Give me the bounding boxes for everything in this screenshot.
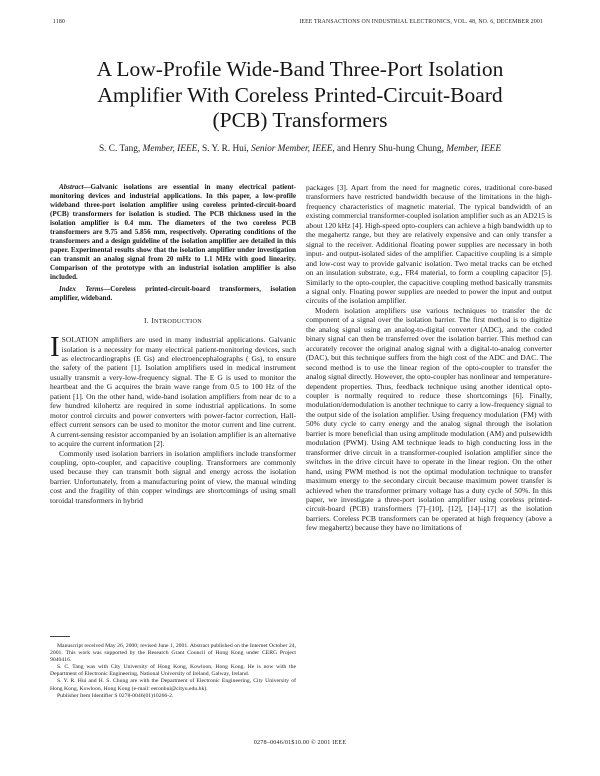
index-terms-text: —Coreless printed-circuit-board transformers, isolation amplifier, wideband.	[50, 284, 296, 302]
drop-cap: I	[50, 331, 60, 364]
copyright-footer: 0278–0046/01$10.00 © 2001 IEEE	[253, 740, 347, 746]
abstract	[50, 183, 296, 283]
page-number: 1180	[53, 19, 65, 25]
author-2-name: S. Y. R. Hui,	[201, 144, 249, 154]
intro-paragraph-1	[50, 331, 296, 449]
section-title-initial: I	[151, 315, 155, 325]
footnotes	[50, 636, 296, 700]
running-header	[53, 19, 543, 31]
abstract-text: —Galvanic isolations are essential in many electrical patient-monitoring devices and industrial applications. In this paper, a low-profile wideband three-port isolation amplifier using coreless printed-circuit-board (PCB) transformers for isolation is studied. The PCB thickness used in the isolation amplifier is 0.4 mm. The diameters of the two coreless PCB transformers are 9.75 and 5.856 mm, respectively. Operating conditions of the transformers and a design guideline of the isolation amplifier are detailed in this paper. Experimental results show that the isolation amplifier under investigation can transmit an analog signal from 20 mHz to 1.1 MHz with good linearity. Comparison of the prototype with an industrial isolation amplifier is also included.	[50, 183, 296, 282]
intro-paragraph-1-text: SOLATION amplifiers are used in many industrial applications. Galvanic isolation is a necessity for many electrical patient-monitoring devices, such as electrocardiographs (E Gs) and electroencephalographs ( Gs), to ensure the safety of the patient [1]. Isolation amplifiers used in medical instrument usually transmit a very-low-frequency signal. The E G is used to monitor the heartbeat and the G acquires the brain wave range from 0.5 to 100 Hz of the patient [1]. On the other hand, wide-band isolation amplifiers from near dc to a few hundred kilohertz are required in some industrial applications. In some motor control circuits and power converters with power-factor correction, Hall-effect current sensors can be used to monitor the motor current and line current. A current-sensing resistor accompanied by an isolation amplifier is an alternative to acquire the current information [2].	[50, 335, 296, 449]
journal-header: IEEE TRANSACTIONS ON INDUSTRIAL ELECTRONICS, VOL. 48, NO. 6, DECEMBER 2001	[299, 19, 543, 25]
author-1-name: S. C. Tang,	[98, 144, 141, 154]
footnote-publisher-id: Publisher Item Identifier S 0278-0046(01)10266-2.	[57, 692, 174, 699]
author-1-role: Member, IEEE,	[142, 144, 200, 154]
section-number: I.	[143, 315, 149, 325]
footnote-manuscript: Manuscript received May 26, 2000; revised June 1, 2001. Abstract published on the Internet October 24, 2001. This work was supported by the Research Grant Council of Hong Kong under CERG Project 9040416.	[50, 643, 296, 664]
footnote-rule	[50, 636, 70, 637]
right-paragraph-2: Modern isolation amplifiers use various techniques to transfer the dc component of a signal over the isolation barrier. The first method is to digitize the analog signal using an analog-to-digital converter (ADC), and the coded binary signal can then be transferred over the isolation barrier. This method can accurately recover the original analog signal with a digital-to-analog converter (DAC), but this technique suffers from the high cost of the ADC and DAC. The second method is to use the linear region of the opto-coupler to transfer the analog signal directly. However, the opto-coupler has nonlinear and temperature-dependent properties. Thus, feedback technique using another identical opto-coupler is normally required to reduce these shortcomings [6]. Finally, modulation/demodulation is another technique to carry a low-frequency signal to the output side of the isolation amplifier. Using frequency modulation (FM) with 50% duty cycle to carry energy and the analog signal through the isolation barrier is more beneficial than using amplitude modulation (AM) and pulsewidth modulation (PWM). Using AM technique leads to high conducting loss in the transformer drive circuit in a transformer-coupled isolation amplifier since the switches in the drive circuit have to operate in the linear region. On the other hand, using PWM method is not the optimal modulation technique to transfer maximum energy to the secondary circuit because maximum power transfer is achieved when the transformer primary voltage has a duty cycle of 50%. In this paper, we investigate a three-port isolation amplifier using coreless printed-circuit-board (PCB) transformers [7]–[10], [12], [14]–[17] as the isolation barriers. Coreless PCB transformers can be operated at high frequency (above a few megahertz) because they have no limitations of	[306, 305, 552, 533]
section-title-rest: NTRODUCTION	[154, 317, 203, 325]
right-column	[306, 183, 552, 533]
title-line-3: (PCB) Transformers	[212, 108, 388, 132]
author-3-name: and Henry Shu-hung Chung,	[337, 144, 444, 154]
author-2-role: Senior Member, IEEE,	[251, 144, 335, 154]
author-3-role: Member, IEEE	[446, 144, 502, 154]
section-heading	[50, 316, 296, 326]
author-list	[40, 144, 560, 154]
right-paragraph-1: packages [3]. Apart from the need for magnetic cores, traditional core-based transformers have restricted bandwidth because of the limitations in the high-frequency characteristics of magnetic material. The typical bandwidth of an existing commercial transformer-coupled isolation amplifier such as an AD215 is about 120 kHz [4]. High-speed opto-couplers can achieve a high bandwidth up to the megahertz range, but they are relatively expensive and can only transfer a signal to the receiver. Additional floating power supplies are necessary in both input- and output-isolated sides of the amplifier. Capacitive coupling is a simple and low-cost way to provide galvanic isolation. Two metal tracks can be etched on an insulation substrate, e.g., FR4 material, to form a coupling capacitor [5]. Similarly to the opto-coupler, the capacitive coupling method basically transmits a signal only. Floating power supplies are needed to power the input and output circuits of the isolation amplifier.	[306, 183, 552, 306]
abstract-label: Abstract	[59, 183, 84, 191]
footnote-author-1: S. C. Tang was with City University of Hong Kong, Kowloon, Hong Kong. He is now with the Department of Electronic Engineering, National University of Ireland, Galway, Ireland.	[50, 664, 296, 678]
footnote-author-2-3: S. Y. R. Hui and H. S. Chung are with the Department of Electronic Engineering, City University of Hong Kong, Kowloon, Hong Kong (e-mail: eeronhui@cityu.edu.hk).	[50, 678, 296, 692]
title-line-2: Amplifier With Coreless Printed-Circuit-Board	[97, 82, 503, 107]
intro-paragraph-2: Commonly used isolation barriers in isolation amplifiers include transformer coupling, opto-coupler, and capacitive coupling. Transformers are commonly used because they can transmit both signal and energy across the isolation barrier. Unfortunately, from a manufacturing point of view, the manual winding cost and the fragility of thin copper windings are shortcomings of using small toroidal transformers in hybrid	[50, 448, 296, 505]
index-terms	[50, 285, 296, 303]
index-terms-label: Index Terms	[59, 284, 104, 293]
left-column	[50, 183, 296, 505]
paper-title	[40, 57, 560, 134]
title-line-1: A Low-Profile Wide-Band Three-Port Isolation	[96, 57, 504, 81]
